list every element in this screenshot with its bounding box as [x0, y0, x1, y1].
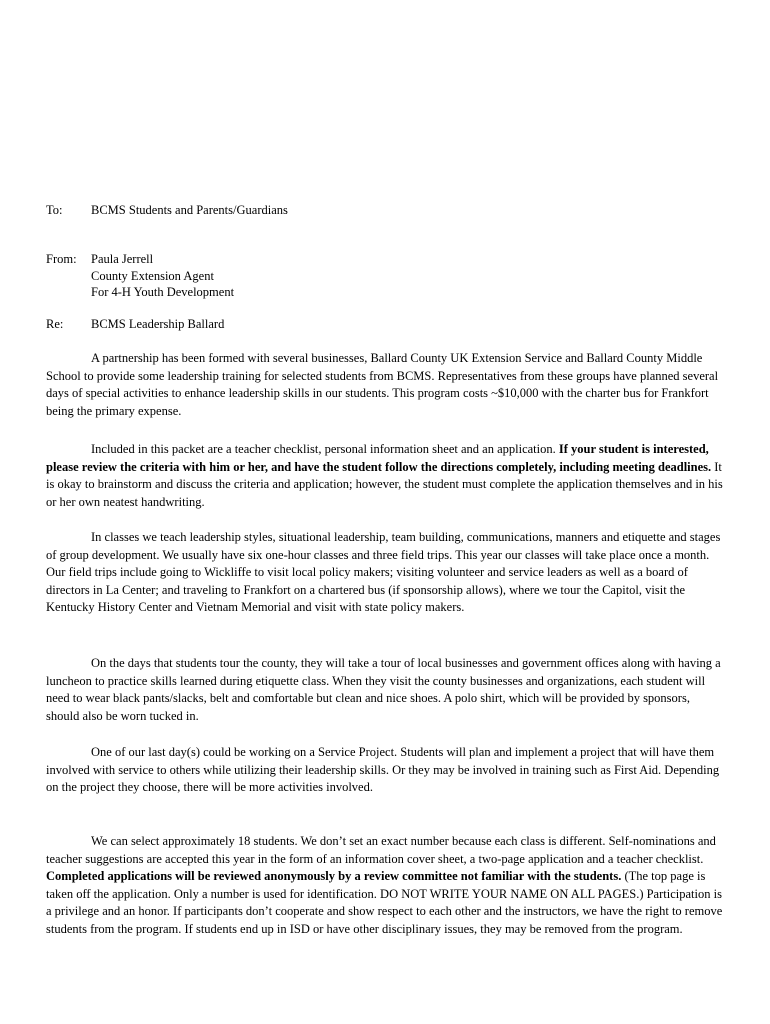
- from-name: Paula Jerrell: [91, 252, 154, 266]
- paragraph-partnership: A partnership has been formed with several businesses, Ballard County UK Extension Service and Ballard County Middle School to provide some leadership training for selected students from BCMS. Representatives from these groups have planned several days of special activities to enhance leadership skills in our students. This program costs ~$10,000 with the charter bus for Frankfort being the primary expense.: [46, 351, 719, 418]
- selection-text-end: (The top page is taken off the application. Only a number is used for identification. DO NOT WRITE YOUR NAME ON ALL PAGES.) Participation is a privilege and an honor. If participants don’t cooperate and show respect to each other and the instructors, we have the right to remove students from the program. If students end up in ISD or have other disciplinary issues, they may be removed from the program.: [46, 869, 723, 936]
- from-program: For 4-H Youth Development: [91, 285, 235, 299]
- re-label: Re:: [46, 317, 64, 331]
- paragraph-classes: In classes we teach leadership styles, situational leadership, team building, communications, manners and etiquette and stages of group development. We usually have six one-hour classes and three field trips. This year our classes will take place once a month. Our field trips include going to Wickliffe to visit local policy makers; visiting volunteer and service leaders as well as a board of directors in La Center; and traveling to Frankfort on a chartered bus (if sponsorship allows), where we tour the Capitol, visit the Kentucky History Center and Vietnam Memorial and visit with state policy makers.: [46, 530, 721, 615]
- from-label: From:: [46, 252, 77, 266]
- from-title: County Extension Agent: [91, 268, 214, 283]
- packet-instructions-bold: If your student is interested, please review the criteria with him or her, and have the student follow the directions completely, including meeting deadlines.: [46, 442, 712, 474]
- re-value: BCMS Leadership Ballard: [91, 317, 225, 331]
- paragraph-county-tour: On the days that students tour the county, they will take a tour of local businesses and government offices along with having a luncheon to practice skills learned during etiquette class. When they visit the county businesses and organizations, each student will need to wear black pants/slacks, belt and comfortable but clean and nice shoes. A polo shirt, which will be provided by sponsors, should also be worn tucked in.: [46, 656, 721, 723]
- to-label: To:: [46, 203, 63, 217]
- paragraph-selection: [46, 833, 726, 939]
- packet-text-end: It is okay to brainstorm and discuss the criteria and application; however, the student must complete the application themselves and in his or her own neatest handwriting.: [46, 459, 723, 509]
- to-value: BCMS Students and Parents/Guardians: [91, 203, 288, 217]
- paragraph-service-project: One of our last day(s) could be working on a Service Project. Students will plan and implement a project that will have them involved with service to others while utilizing their leadership skills. Or they may be involved in training such as First Aid. Depending on the project they choose, there will be more activities involved.: [46, 745, 720, 795]
- packet-text-start: Included in this packet are a teacher checklist, personal information sheet and an application.: [91, 442, 559, 456]
- from-block: [91, 251, 234, 301]
- selection-text-start: We can select approximately 18 students. We don’t set an exact number because each class is different. Self-nominations and teacher suggestions are accepted this year in the form of an information cover sheet, a two-page application and a teacher checklist.: [46, 834, 716, 866]
- selection-review-bold: Completed applications will be reviewed anonymously by a review committee not familiar with the students.: [46, 869, 622, 884]
- paragraph-packet: [46, 441, 726, 511]
